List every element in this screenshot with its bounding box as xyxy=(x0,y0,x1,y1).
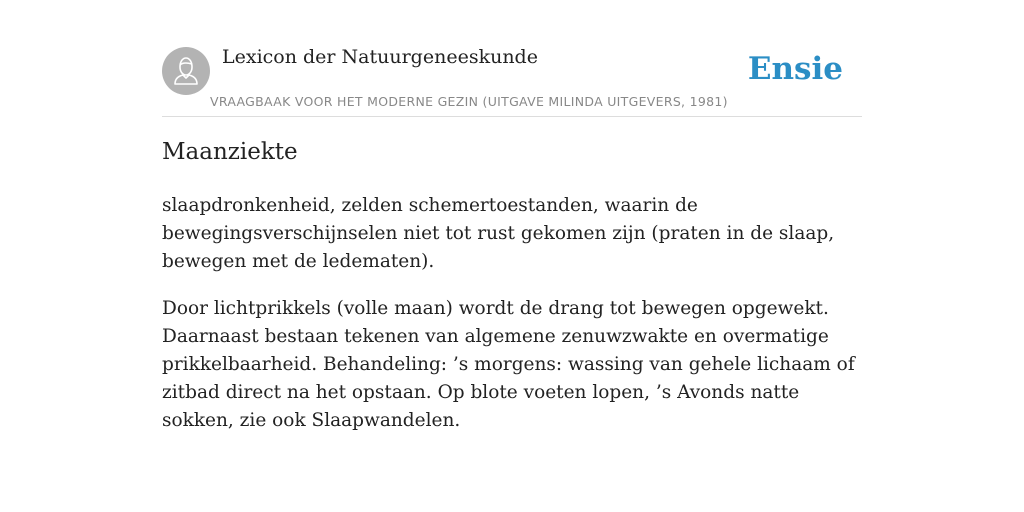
user-avatar-icon xyxy=(162,47,210,95)
entry-paragraph: slaapdronkenheid, zelden schemertoestanden, waarin de bewegingsverschijnselen niet tot rust gekomen zijn (praten in de slaap, bewegen met de ledematen). xyxy=(162,195,835,272)
entry-title: Maanziekte xyxy=(162,139,298,165)
source-subtitle: VRAAGBAAK VOOR HET MODERNE GEZIN (UITGAVE MILINDA UITGEVERS, 1981) xyxy=(210,94,728,109)
ensie-logo[interactable]: Ensie xyxy=(747,51,843,87)
entry-body xyxy=(162,192,862,454)
entry-paragraph: Door lichtprikkels (volle maan) wordt de drang tot bewegen opgewekt. Daarnaast bestaan tekenen van algemene zenuwzwakte en overmatige prikkelbaarheid. Behandeling: ’s morgens: wassing van gehele lichaam of zitbad direct na het opstaan. Op blote voeten lopen, ’s Avonds natte sokken, zie ook Slaapwandelen. xyxy=(162,298,855,431)
source-header xyxy=(162,44,862,117)
source-title[interactable]: Lexicon der Natuurgeneeskunde xyxy=(222,46,538,68)
